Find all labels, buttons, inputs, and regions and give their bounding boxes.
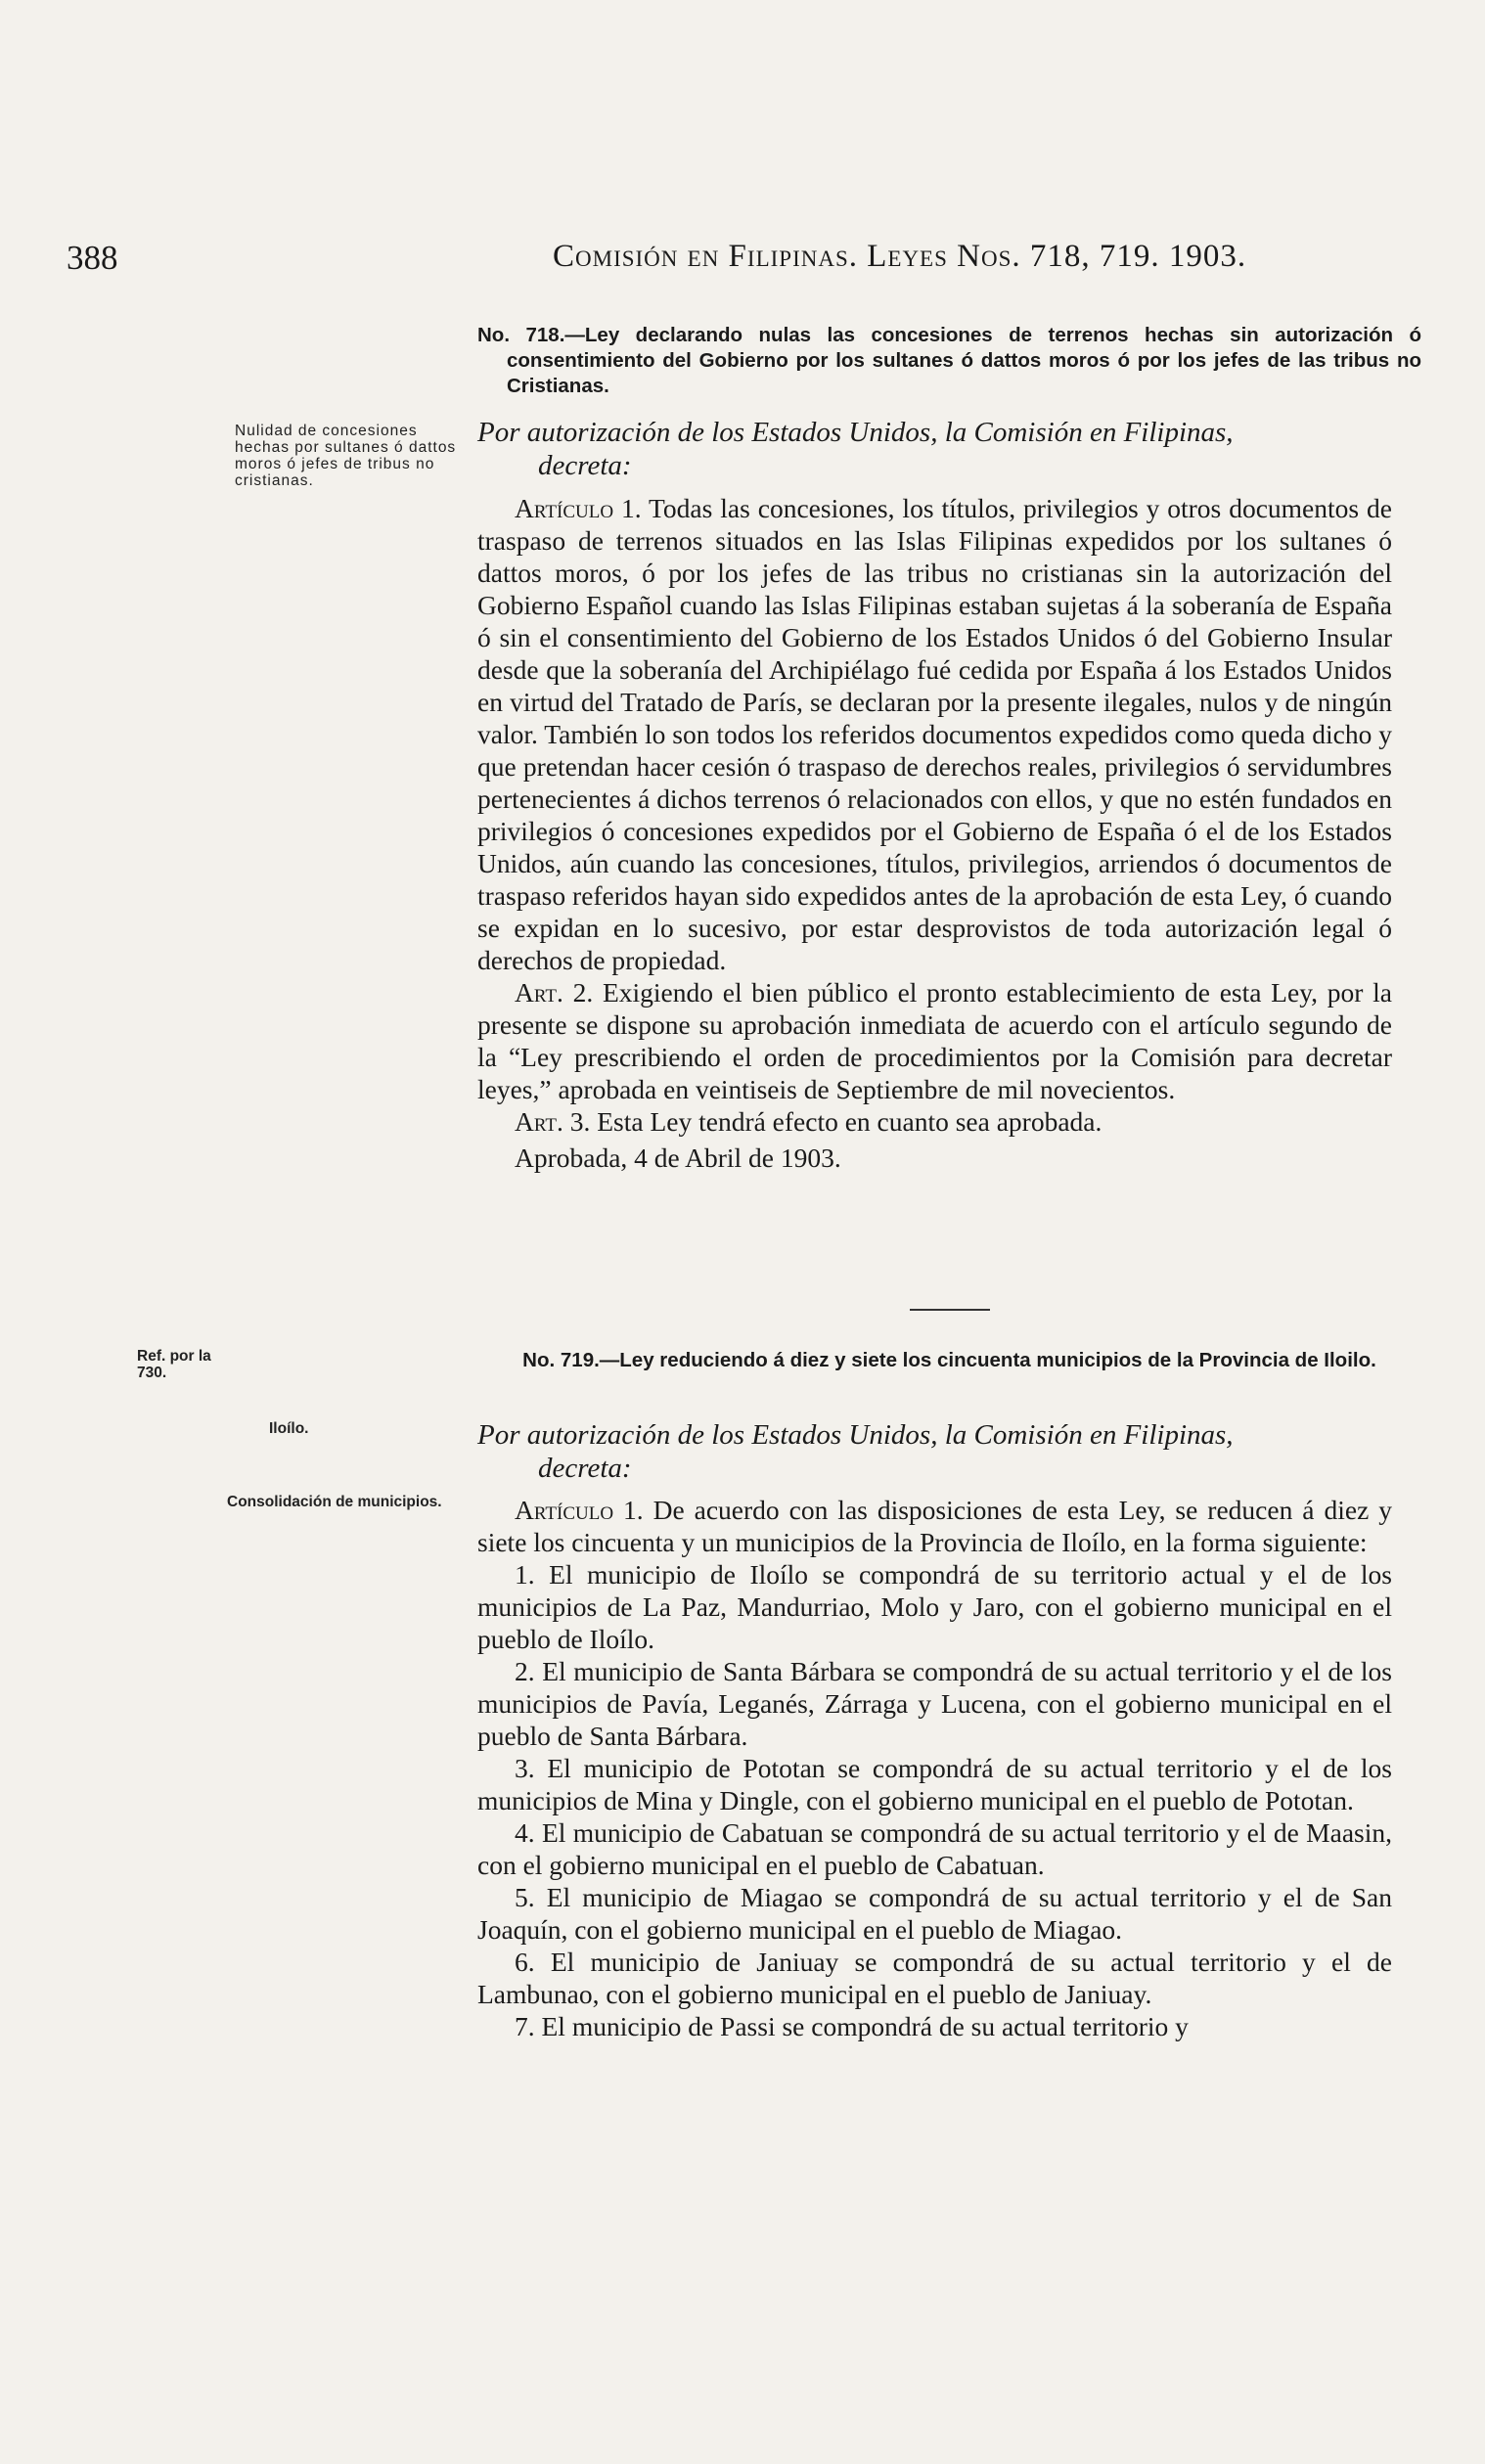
law-718-article-1 — [477, 492, 1392, 976]
law-718-article-3 — [477, 1105, 1392, 1138]
margin-note-nulidad: Nulidad de concesiones hechas por sultanes ó dattos moros ó jefes de tribus no cristianas. — [235, 423, 457, 489]
article-label: Art. 3. — [515, 1106, 591, 1137]
list-item: 5. El municipio de Miagao se compondrá de su actual territorio y el de San Joaquín, con el gobierno municipal en el pueblo de Miagao. — [477, 1882, 1392, 1945]
list-item: 6. El municipio de Janiuay se compondrá de su actual territorio y el de Lambunao, con el gobierno municipal en el pueblo de Janiuay. — [477, 1947, 1392, 2009]
article-label: Artículo 1. — [515, 493, 642, 523]
article-text: Esta Ley tendrá efecto en cuanto sea aprobada. — [597, 1106, 1102, 1137]
page-number: 388 — [67, 239, 118, 277]
law-719-preamble — [477, 1418, 1392, 1485]
margin-note-ref: Ref. por la 730. — [137, 1348, 211, 1381]
article-label: Artículo 1. — [515, 1495, 644, 1525]
law-719-article-1 — [477, 1494, 1392, 1558]
list-item: 2. El municipio de Santa Bárbara se compondrá de su actual territorio y el de los municipios de Pavía, Leganés, Zárraga y Lucena, con el gobierno municipal en el pueblo de Santa Bárbara. — [477, 1656, 1392, 1751]
running-head: Comisión en Filipinas. Leyes Nos. 718, 719. 1903. — [553, 239, 1247, 274]
law-718-title: No. 718.—Ley declarando nulas las concesiones de terrenos hechas sin autorización ó consentimiento del Gobierno por los sultanes ó dattos moros ó por los jefes de las tribus no Cristianas. — [477, 324, 1421, 397]
page-header — [0, 239, 1485, 278]
article-label: Art. 2. — [515, 977, 594, 1008]
article-text: De acuerdo con las disposiciones de esta Ley, se reducen á diez y siete los cincuenta y un municipios de la Provincia de Iloílo, en la forma siguiente: — [477, 1495, 1392, 1557]
law-718-article-2 — [477, 976, 1392, 1105]
law-718-approved: Aprobada, 4 de Abril de 1903. — [515, 1142, 841, 1173]
law-718-body — [477, 492, 1392, 1174]
list-item: 4. El municipio de Cabatuan se compondrá de su actual territorio y el de Maasin, con el gobierno municipal en el pueblo de Cabatuan. — [477, 1817, 1392, 1880]
law-718-preamble — [477, 416, 1392, 482]
list-item: 3. El municipio de Pototan se compondrá de su actual territorio y el de los municipios de Mina y Dingle, con el gobierno municipal en el pueblo de Pototan. — [477, 1753, 1392, 1815]
margin-note-consolidacion: Consolidación de municipios. — [227, 1494, 442, 1510]
article-text: Exigiendo el bien público el pronto establecimiento de esta Ley, por la presente se dispone su aprobación inmediata de acuerdo con el artículo segundo de la “Ley prescribiendo el orden de procedimientos por la Comisión para decretar leyes,” aprobada en veintiseis de Septiembre de mil novecientos. — [477, 977, 1392, 1104]
law-719-title: No. 719.—Ley reduciendo á diez y siete los cincuenta municipios de la Provincia de Iloilo. — [522, 1349, 1376, 1371]
article-text: Todas las concesiones, los títulos, privilegios y otros documentos de traspaso de terrenos situados en las Islas Filipinas expedidos por los sultanes ó dattos moros, ó por los jefes de las tribus no cristianas sin la autorización del Gobierno Español cuando las Islas Filipinas estaban sujetas á la soberanía de España ó sin el consentimiento del Gobierno de los Estados Unidos ó del Gobierno Insular desde que la soberanía del Archipiélago fué cedida por España á los Estados Unidos en virtud del Tratado de París, se declaran por la presente ilegales, nulos y de ningún valor. También lo son todos los referidos documentos expedidos como queda dicho y que pretendan hacer cesión ó traspaso de derechos reales, privilegios ó servidumbres pertenecientes á dichos terrenos ó relacionados con ellos, y que no estén fundados en privilegios ó concesiones expedidos por el Gobierno de España ó el de los Estados Unidos, aún cuando las concesiones, títulos, privilegios, arriendos ó documentos de traspaso referidos hayan sido expedidos antes de la aprobación de esta Ley, ó cuando se expidan en lo sucesivo, por estar desprovistos de toda autorización legal ó derechos de propiedad. — [477, 493, 1392, 975]
preamble-line-1: Por autorización de los Estados Unidos, la Comisión en Filipinas, — [477, 1419, 1234, 1451]
law-719-body — [477, 1494, 1392, 2042]
margin-note-iloilo: Iloílo. — [269, 1420, 309, 1437]
list-item: 1. El municipio de Iloílo se compondrá de su territorio actual y el de los municipios de La Paz, Mandurriao, Molo y Jaro, con el gobierno municipal en el pueblo de Iloílo. — [477, 1559, 1392, 1654]
list-item: 7. El municipio de Passi se compondrá de su actual territorio y — [515, 2011, 1189, 2041]
preamble-decreta: decreta: — [538, 1453, 632, 1484]
preamble-decreta: decreta: — [538, 450, 632, 481]
preamble-line-1: Por autorización de los Estados Unidos, la Comisión en Filipinas, — [477, 417, 1234, 448]
section-divider — [910, 1309, 990, 1311]
